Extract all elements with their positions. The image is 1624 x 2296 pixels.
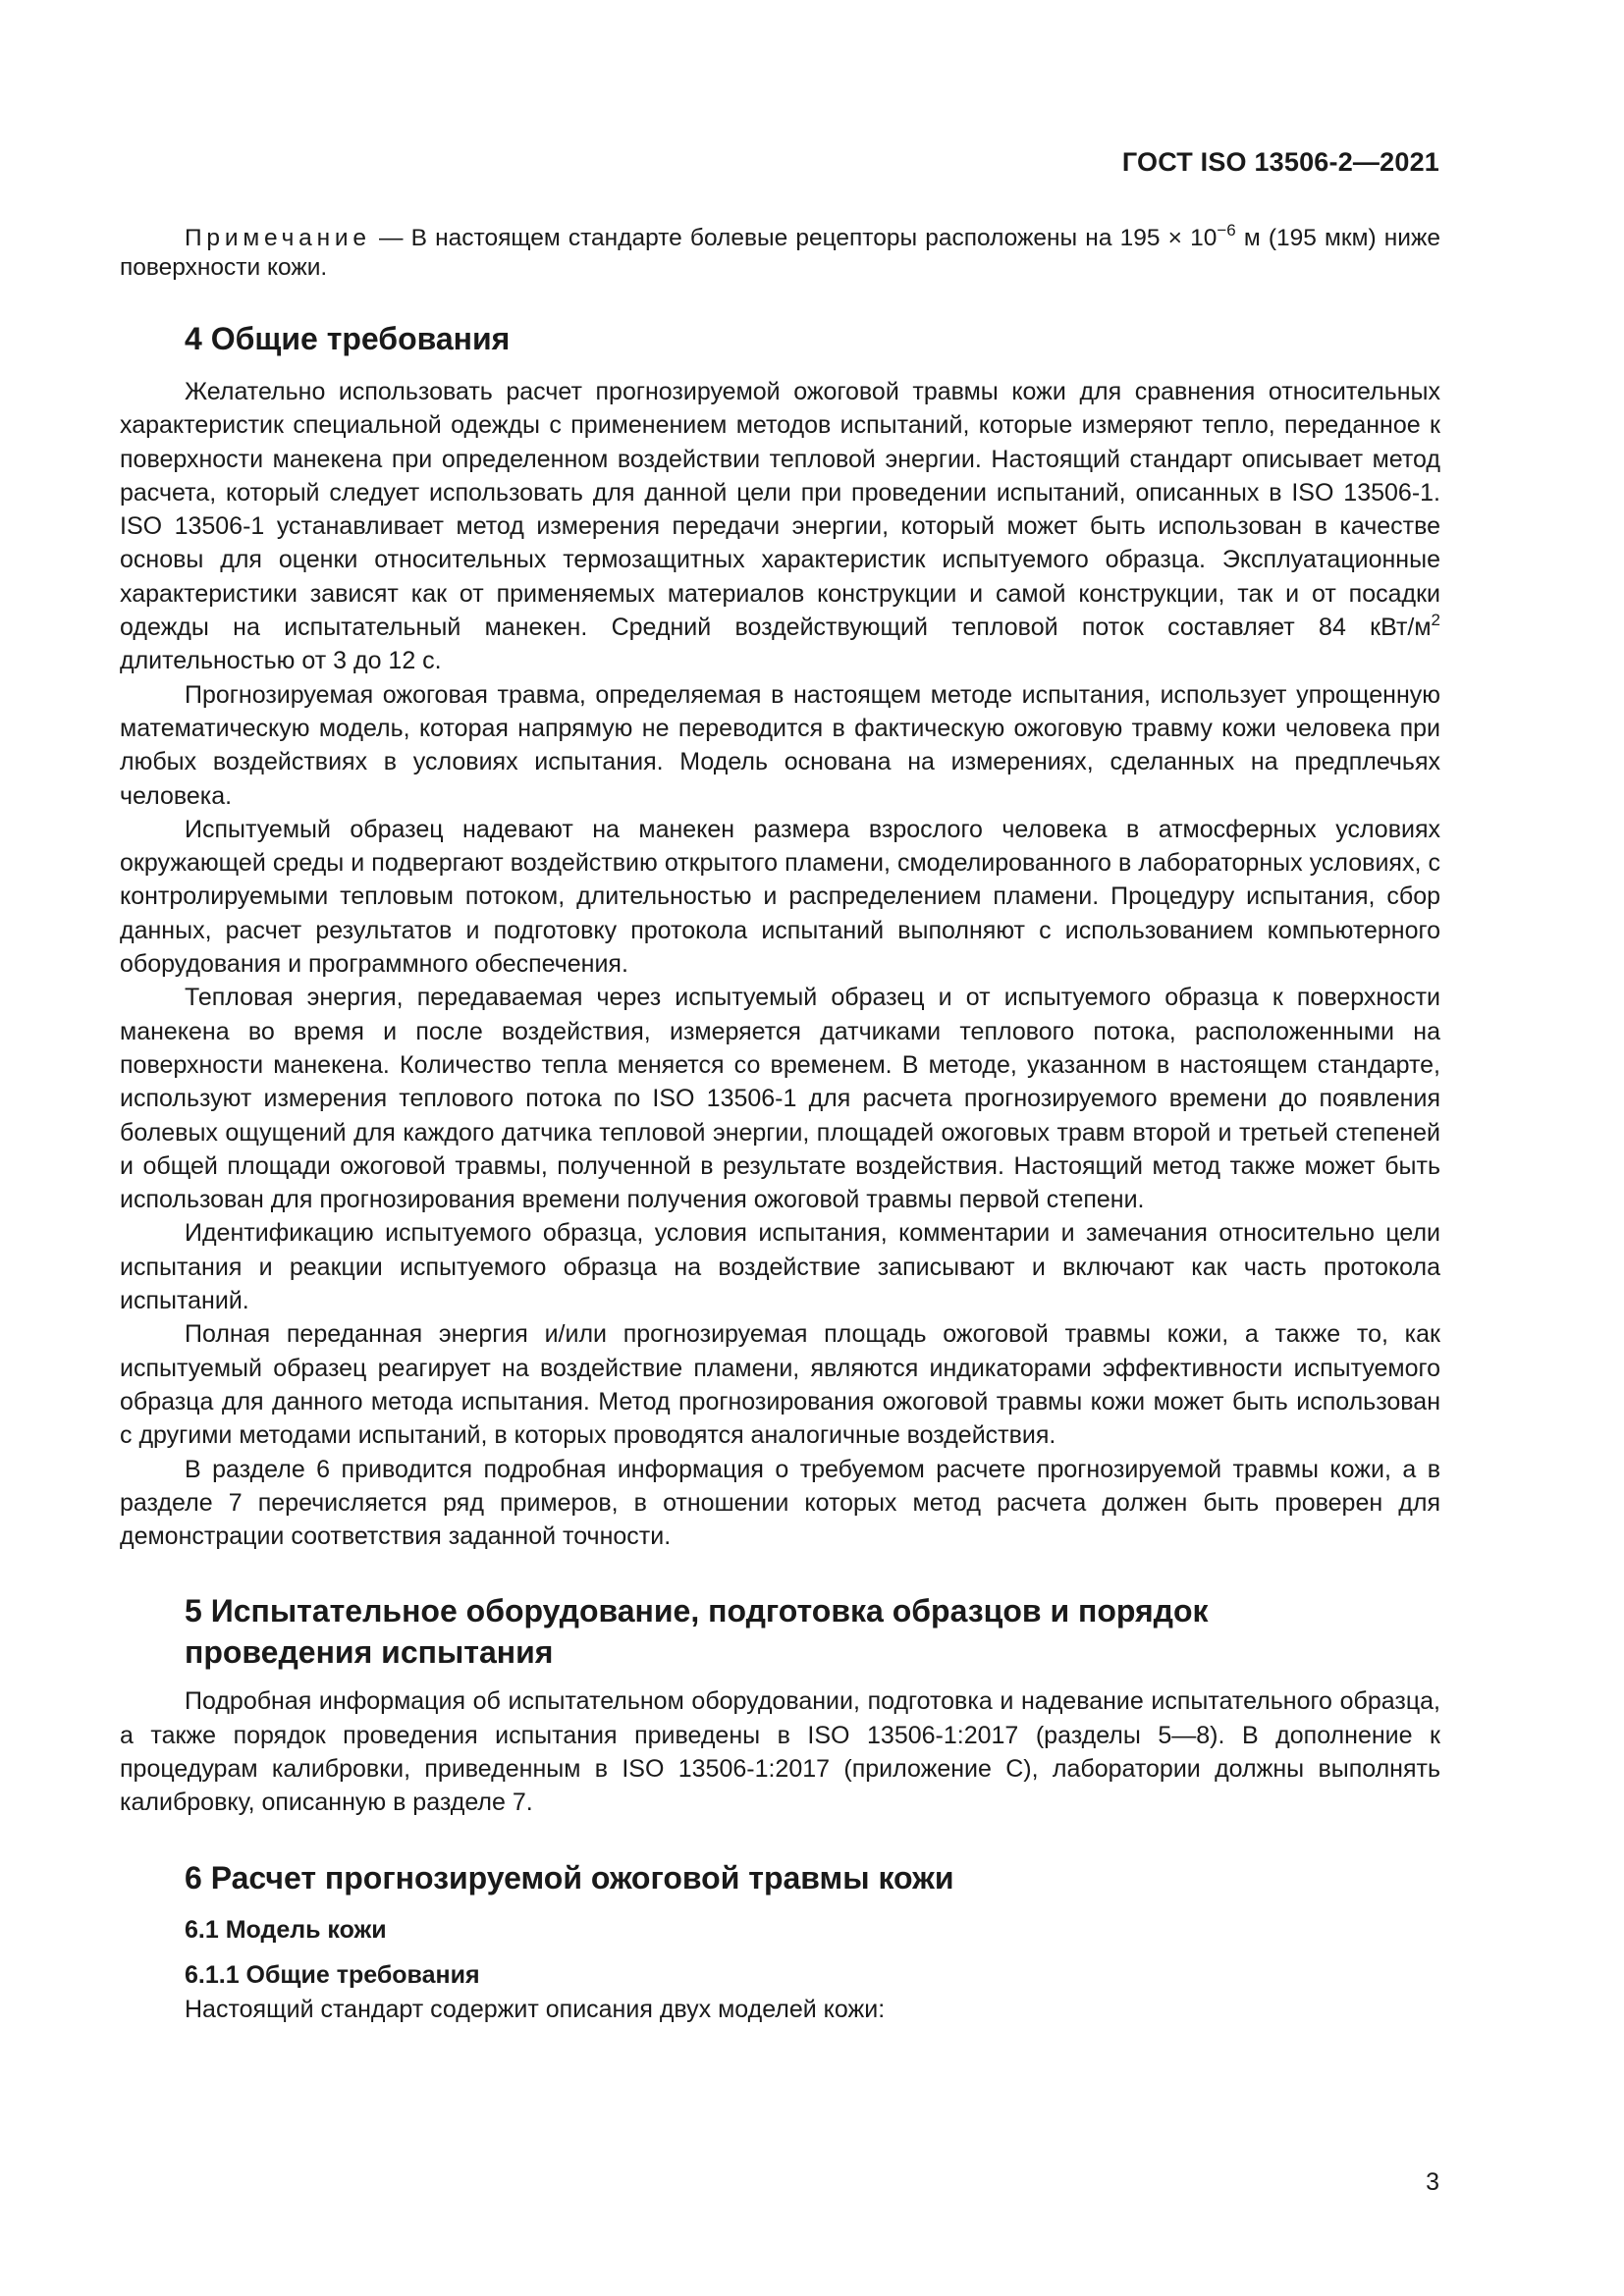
note-label: Примечание bbox=[185, 225, 371, 251]
section-5-heading-line-2: проведения испытания bbox=[185, 1634, 554, 1671]
section-4-p1-superscript: 2 bbox=[1431, 611, 1440, 630]
document-code: ГОСТ ISO 13506-2—2021 bbox=[1121, 147, 1439, 177]
page-content bbox=[120, 221, 1440, 2026]
section-4-paragraph-2: Прогнозируемая ожоговая травма, определяемая в настоящем методе испытания, использует упрощенную математическую модель, которая напрямую не переводится в фактическую ожоговую травму кожи человека при любых воздействиях в условиях испытания. Модель основана на измерениях, сделанных на предплечьях человека. bbox=[120, 680, 1440, 810]
note-text-before: — В настоящем стандарте болевые рецепторы расположены на 195 × 10 bbox=[370, 225, 1218, 251]
note-text-after: м (195 мкм) ниже поверхности кожи. bbox=[120, 225, 1440, 281]
section-4-p1-tail: длительностью от 3 до 12 с. bbox=[120, 647, 442, 675]
section-4-paragraph-4: Тепловая энергия, передаваемая через испытуемый образец и от испытуемого образца к поверхности манекена во время и после воздействия, измеряется датчиками теплового потока, расположенными на поверхности манекена. Количество тепла меняется со временем. В методе, указанном в настоящем стандарте, используют измерения теплового потока по ISO 13506-1 для расчета прогнозируемого времени до появления болевых ощущений для каждого датчика тепловой энергии, площадей ожоговых травм второй и третьей степеней и общей площади ожоговой травмы, полученной в результате воздействия. Настоящий метод также может быть использован для прогнозирования времени получения ожоговой травмы первой степени. bbox=[120, 984, 1440, 1214]
section-4-p1-text: Желательно использовать расчет прогнозируемой ожоговой травмы кожи для сравнения относительных характеристик специальной одежды с применением методов испытаний, которые измеряют тепло, переданное к поверхности манекена при определенном воздействии тепловой энергии. Настоящий стандарт описывает метод расчета, который следует использовать для данной цели при проведении испытаний, описанных в ISO 13506-1. ISO 13506-1 устанавливает метод измерения передачи энергии, который может быть использован в качестве основы для оценки относительных термозащитных характеристик испытуемого образца. Эксплуатационные характеристики зависят как от применяемых материалов конструкции и самой конструкции, так и от посадки одежды на испытательный манекен. Средний воздействующий тепловой поток составляет 84 кВт/м bbox=[120, 378, 1440, 642]
section-4-paragraph-1 bbox=[120, 375, 1440, 678]
section-5-heading bbox=[120, 1590, 1440, 1673]
section-6-heading: 6 Расчет прогнозируемой ожоговой травмы кожи bbox=[185, 1859, 954, 1896]
section-4-paragraph-3: Испытуемый образец надевают на манекен размера взрослого человека в атмосферных условиях окружающей среды и подвергают воздействию открытого пламени, смоделированного в лабораторных условиях, с контролируемыми тепловым потоком, длительностью и распределением пламени. Процедуру испытания, сбор данных, расчет результатов и подготовку протокола испытаний выполняют с использованием компьютерного оборудования и программного обеспечения. bbox=[120, 815, 1440, 979]
section-4-paragraph-5: Идентификацию испытуемого образца, условия испытания, комментарии и замечания относительно цели испытания и реакции испытуемого образца на воздействие записывают и включают как часть протокола испытаний. bbox=[120, 1219, 1440, 1315]
section-4-paragraph-6: Полная переданная энергия и/или прогнозируемая площадь ожоговой травмы кожи, а также то, как испытуемый образец реагирует на воздействие пламени, являются индикаторами эффективности испытуемого образца для данного метода испытания. Метод прогнозирования ожоговой травмы кожи может быть использован с другими методами испытаний, в которых проводятся аналогичные воздействия. bbox=[120, 1320, 1440, 1450]
note-superscript: −6 bbox=[1217, 221, 1236, 240]
subsection-6-1-1-heading: 6.1.1 Общие требования bbox=[185, 1960, 480, 1989]
section-5-paragraph-1: Подробная информация об испытательном оборудовании, подготовка и надевание испытательного образца, а также порядок проведения испытания приведены в ISO 13506-1:2017 (разделы 5—8). В дополнение к процедурам калибровки, приведенным в ISO 13506-1:2017 (приложение С), лаборатории должны выполнять калибровку, описанную в разделе 7. bbox=[120, 1687, 1440, 1817]
note-paragraph bbox=[120, 221, 1440, 283]
section-4-heading: 4 Общие требования bbox=[185, 321, 511, 356]
page-number: 3 bbox=[1426, 2168, 1439, 2196]
subsection-6-1-heading: 6.1 Модель кожи bbox=[185, 1915, 387, 1944]
section-4-paragraph-7: В разделе 6 приводится подробная информация о требуемом расчете прогнозируемой травмы кожи, а в разделе 7 перечисляется ряд примеров, в отношении которых метод расчета должен быть проверен для демонстрации соответствия заданной точности. bbox=[120, 1455, 1440, 1551]
subsection-6-1-1-text: Настоящий стандарт содержит описания двух моделей кожи: bbox=[185, 1995, 886, 2023]
section-5-heading-line-1: 5 Испытательное оборудование, подготовка образцов и порядок bbox=[185, 1593, 1209, 1629]
